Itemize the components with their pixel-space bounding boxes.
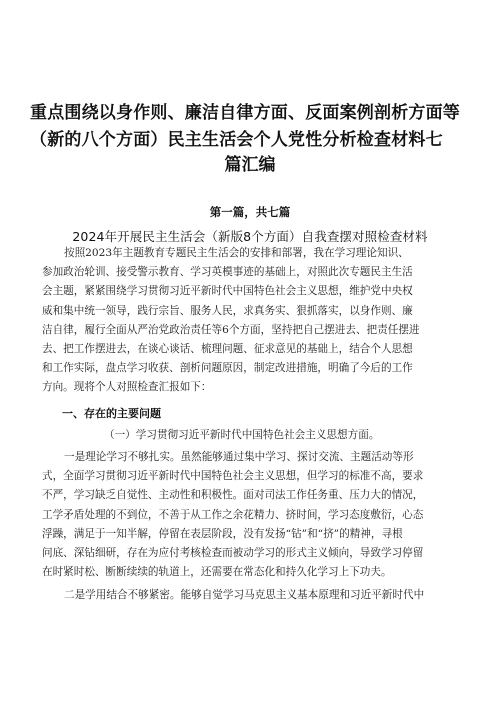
intro-paragraph	[42, 244, 462, 398]
text-line: 在时紧时松、断断续续的轨道上，还需要在常态化和持久化学习上下功夫。	[42, 566, 392, 579]
title-line: 重点围绕以身作则、廉洁自律方面、反面案例剖析方面等	[30, 103, 460, 123]
text-line: 工学矛盾处理的不到位，不善于从工作之余花精力、挤时间，学习态度敷衍，心态	[42, 508, 424, 521]
text-line: 一是理论学习不够扎实。虽然能够通过集中学习、探讨交流、主题活动等形	[64, 451, 414, 463]
text-line: 去、把工作摆进去，在谈心谈话、梳理问题、征求意见的基础上，结合个人思想	[42, 342, 413, 355]
paragraph-1	[42, 448, 462, 582]
section-title: 2024年开展民主生活会（新版8个方面）自我查摆对照检查材料	[72, 229, 428, 244]
title-line: （新的八个方面）民主生活会个人党性分析检查材料七	[30, 130, 443, 150]
text-line: 不严，学习缺乏自觉性、主动性和积极性。面对司法工作任务重、压力大的情况，	[42, 489, 424, 502]
text-line: 二是学用结合不够紧密。能够自觉学习马克思主义基本原理和习近平新时代中	[64, 589, 425, 601]
text-line: 问底、深钻细研，存在为应付考核检查而被动学习的形式主义倾向，导致学习停留	[42, 546, 424, 559]
text-line: 和工作实际，盘点学习收获、剖析问题原因，制定改进措施，明确了今后的工作	[42, 362, 413, 375]
text-line: 会主题，紧紧围绕学习贯彻习近平新时代中国特色社会主义思想，维护党中央权	[42, 285, 413, 298]
paragraph-2	[42, 586, 462, 605]
text-line: 洁自律，履行全面从严治党政治责任等6个方面，坚持把自己摆进去、把责任摆进	[42, 323, 420, 336]
section-heading: 一、存在的主要问题	[62, 407, 161, 420]
text-line: 浮躁，满足于一知半解，停留在表层阶段，没有发扬“钻”和“挤”的精神，寻根	[42, 527, 403, 540]
text-line: 按照2023年主题教育专题民主生活会的安排和部署，我在学习理论知识、	[64, 247, 409, 259]
text-line: 式，全面学习贯彻习近平新时代中国特色社会主义思想，但学习的标准不高，要求	[42, 470, 424, 483]
document-title-end: 篇汇编	[224, 155, 276, 175]
document-title	[30, 100, 470, 154]
text-line: 参加政治轮训、接受警示教育、学习英模事迹的基础上，对照此次专题民主生活	[42, 266, 413, 279]
text-line: 威和集中统一领导，践行宗旨、服务人民，求真务实、狠抓落实，以身作则、廉	[42, 304, 413, 317]
part-label: 第一篇，共七篇	[209, 205, 291, 219]
subsection-heading: （一）学习贯彻习近平新时代中国特色社会主义思想方面。	[104, 429, 380, 441]
text-line: 方向。现将个人对照检查汇报如下：	[42, 381, 212, 394]
